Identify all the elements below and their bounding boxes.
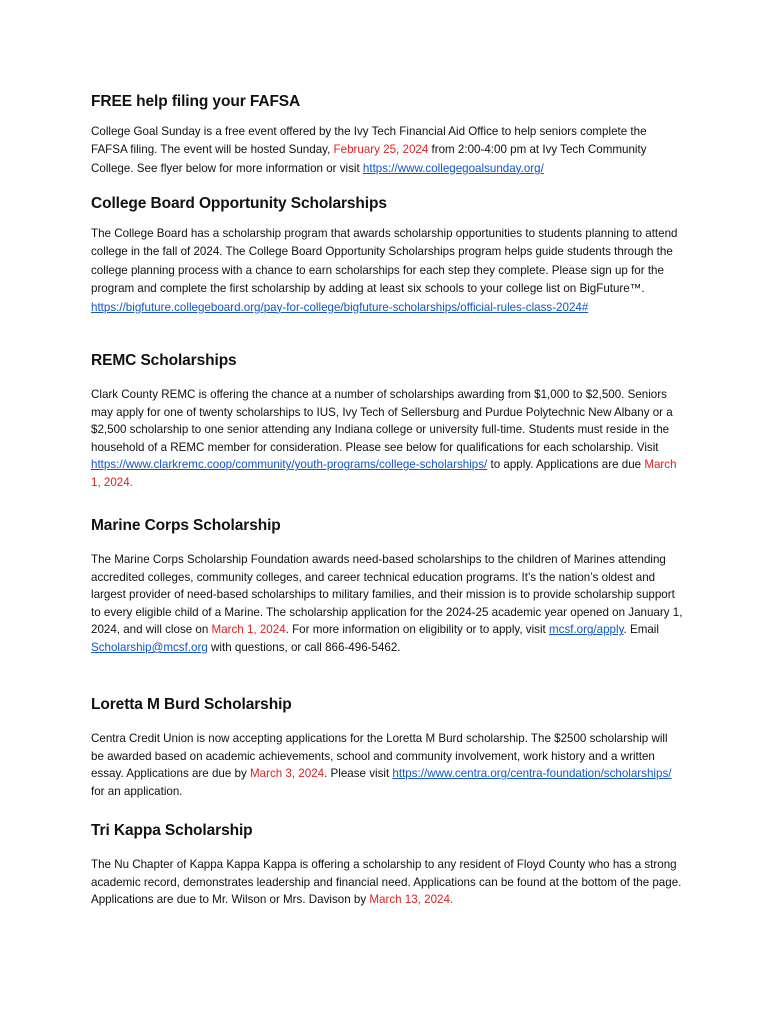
section-body — [91, 856, 683, 909]
section-body — [91, 730, 683, 800]
body-text: College Goal Sunday is a free event offered by the Ivy Tech Financial Aid Office to help seniors complete the FAFSA filing. The event will be hosted Sunday, — [91, 125, 647, 157]
clarkremc-link[interactable]: https://www.clarkremc.coop/community/youth-programs/college-scholarships/ — [91, 458, 488, 472]
section-heading: Marine Corps Scholarship — [91, 517, 281, 534]
body-text: from 2:00-4:00 pm at Ivy Tech Community College. See flyer below for more information or visit — [91, 143, 647, 175]
due-date: March 13, 2024. — [369, 893, 454, 907]
body-text: Clark County REMC is offering the chance at a number of scholarships awarding from $1,000 to $2,500. Seniors may apply for one of twenty scholarships to IUS, Ivy Tech of Sellersburg and Purdue Polytechnic New Albany or a $2,500 scholarship to one senior attending any Indiana college or university full-time. Students must reside in the household of a REMC member for consideration. Please see below for qualifications for each scholarship. Visit — [91, 388, 673, 454]
section-loretta-burd — [91, 696, 683, 800]
due-date: March 3, 2024 — [249, 767, 325, 781]
bigfuture-link[interactable]: https://bigfuture.collegeboard.org/pay-for-college/bigfuture-scholarships/official-rules-class-2024# — [91, 300, 589, 314]
section-marine-corps — [91, 517, 683, 657]
mcsf-email-link[interactable]: Scholarship@mcsf.org — [91, 640, 208, 654]
body-text: Centra Credit Union is now accepting applications for the Loretta M Burd scholarship. The $2500 scholarship will be awarded based on academic achievements, school and community involvement, work history and a written essay. Applications are due by — [91, 732, 668, 781]
section-heading: REMC Scholarships — [91, 352, 237, 369]
section-heading: FREE help filing your FAFSA — [91, 93, 301, 110]
section-body — [91, 386, 683, 492]
body-text: to apply. Applications are due — [487, 458, 645, 472]
event-date: February 25, 2024 — [333, 143, 429, 157]
section-body — [91, 551, 683, 657]
centra-link[interactable]: https://www.centra.org/centra-foundation/scholarships/ — [392, 767, 672, 781]
body-text: . Please visit — [324, 767, 393, 781]
section-fafsa — [91, 93, 683, 178]
section-tri-kappa — [91, 822, 683, 909]
section-body — [91, 123, 683, 178]
section-college-board — [91, 195, 683, 317]
body-text: . Email — [623, 623, 659, 637]
body-text: for an application. — [91, 784, 183, 798]
body-text: with questions, or call 866-496-5462. — [207, 640, 401, 654]
section-heading: College Board Opportunity Scholarships — [91, 195, 387, 212]
section-heading: Tri Kappa Scholarship — [91, 822, 253, 839]
body-text: The College Board has a scholarship program that awards scholarship opportunities to students planning to attend college in the fall of 2024. The College Board Opportunity Scholarships program helps guide students through the college planning process with a chance to earn scholarships for each step they complete. Please sign up for the program and complete the first scholarship by adding at least six schools to your college list on BigFuture™. — [91, 227, 678, 296]
section-heading: Loretta M Burd Scholarship — [91, 696, 292, 713]
collegegoalsunday-link[interactable]: https://www.collegegoalsunday.org/ — [362, 161, 544, 175]
body-text: . For more information on eligibility or to apply, visit — [285, 623, 549, 637]
mcsf-apply-link[interactable]: mcsf.org/apply — [548, 623, 624, 637]
due-date: March 1, 2024. — [91, 458, 677, 489]
body-text: The Nu Chapter of Kappa Kappa Kappa is offering a scholarship to any resident of Floyd County who has a strong academic record, demonstrates leadership and financial need. Applications can be found at the bottom of the page. Applications are due to Mr. Wilson or Mrs. Davison by — [91, 858, 682, 907]
due-date: March 1, 2024 — [211, 623, 286, 637]
body-text: The Marine Corps Scholarship Foundation awards need-based scholarships to the children of Marines attending accredited colleges, community colleges, and career technical education programs. It’s the nation’s oldest and largest provider of need-based scholarships to military families, and their mission is to provide scholarship support to every eligible child of a Marine. The scholarship application for the 2024-25 academic year opened on January 1, 2024, and will close on — [91, 553, 683, 637]
section-body — [91, 225, 683, 317]
section-remc — [91, 352, 683, 492]
